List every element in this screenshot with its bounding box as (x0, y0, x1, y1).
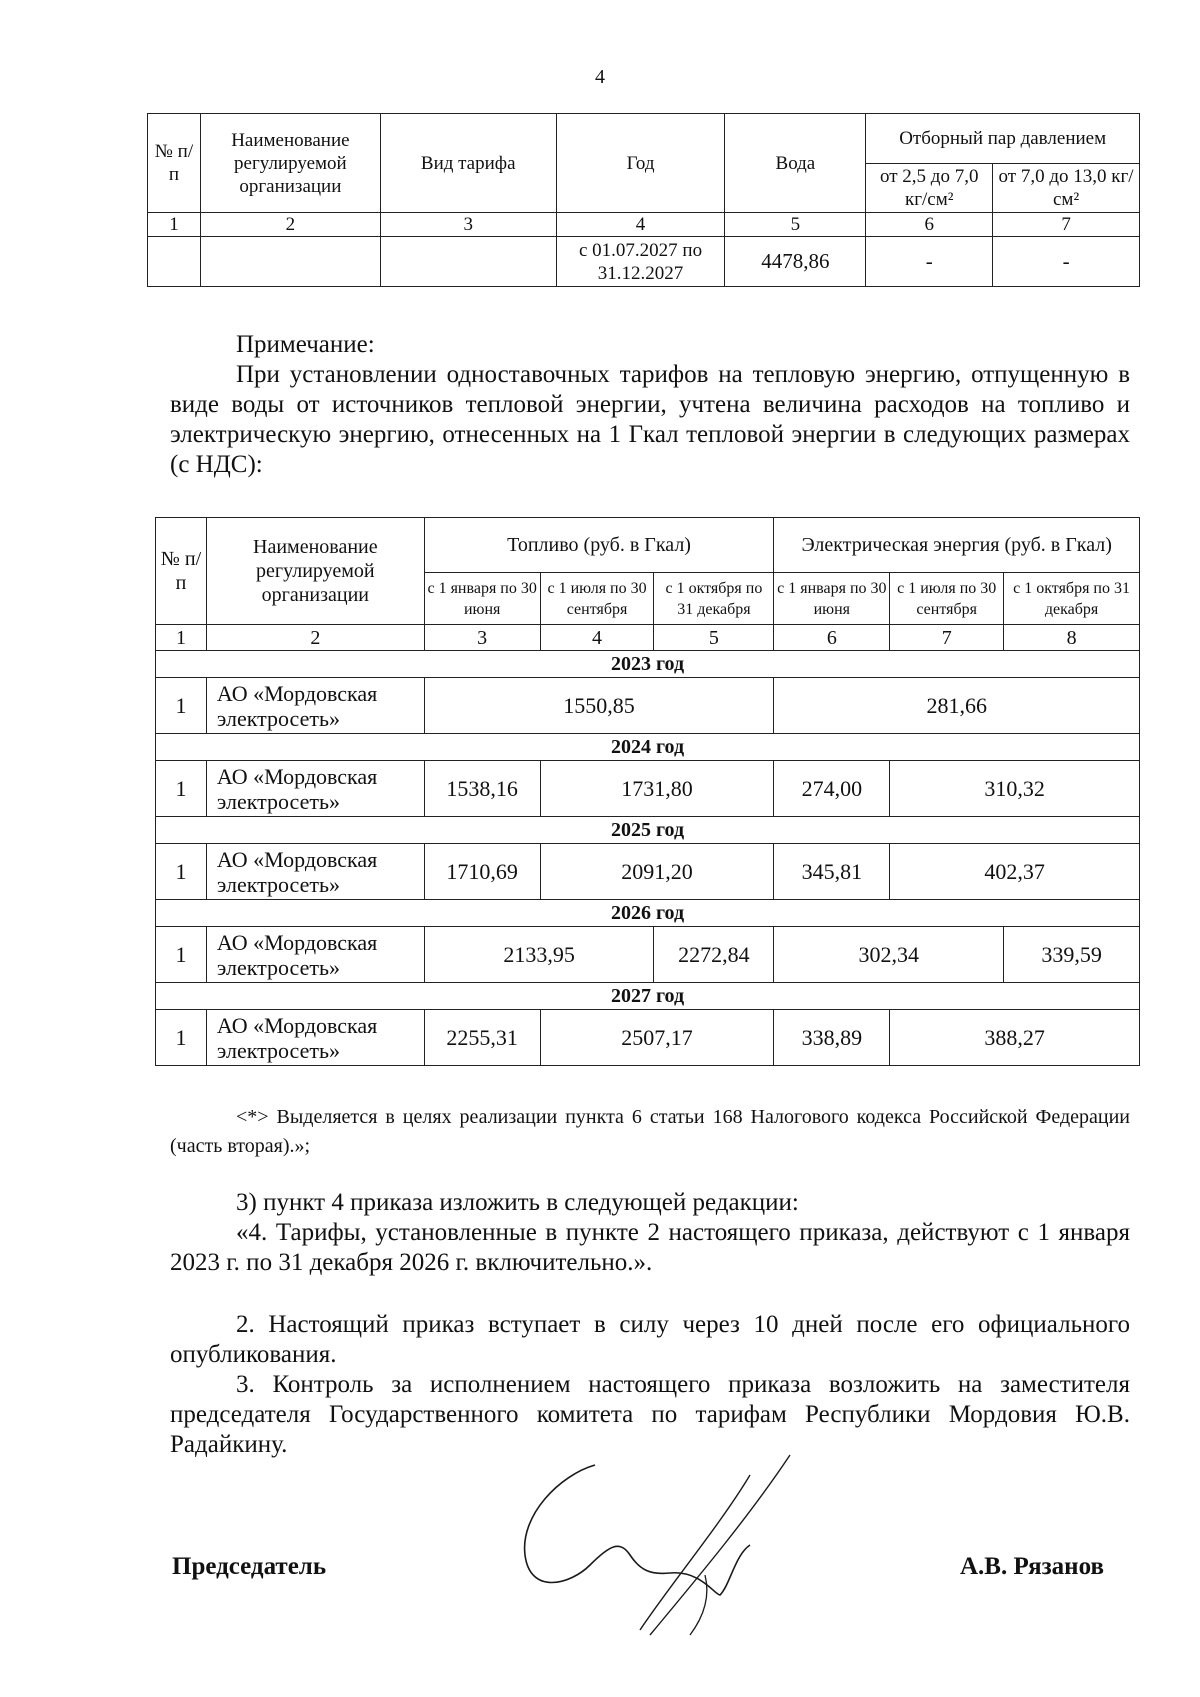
org-name: АО «Мордовская электросеть» (206, 678, 424, 734)
header-period-2: с 1 июля по 30 сентября (890, 573, 1004, 625)
electricity-value: 281,66 (774, 678, 1140, 734)
header-steam: Отборный пар давлением (866, 114, 1140, 164)
footnote: <*> Выделяется в целях реализации пункта 6 статьи 168 Налогового кодекса Российской Федерации (часть вторая).»; (170, 1106, 1130, 1157)
year-heading: 2026 год (156, 900, 1140, 927)
col-number: 7 (890, 625, 1004, 651)
water-value: 4478,86 (725, 237, 866, 287)
fuel-value: 2255,31 (424, 1010, 540, 1066)
item3-block (170, 1188, 1130, 1278)
header-period-1: с 1 января по 30 июня (424, 573, 540, 625)
header-steam-high: от 7,0 до 13,0 кг/см² (993, 164, 1140, 213)
col-number: 5 (725, 213, 866, 237)
tariff-table-continued (147, 113, 1140, 287)
page-number: 4 (595, 66, 605, 88)
header-period-3: с 1 октября по 31 декабря (1004, 573, 1140, 625)
row-number: 1 (156, 678, 207, 734)
col-number: 8 (1004, 625, 1140, 651)
col-number: 7 (993, 213, 1140, 237)
fuel-value: 2091,20 (540, 844, 774, 900)
signer-name: А.В. Рязанов (960, 1553, 1104, 1580)
year-heading: 2025 год (156, 817, 1140, 844)
empty-cell (380, 237, 556, 287)
header-org: Наименование регулируемой организации (200, 114, 380, 213)
row-number: 1 (156, 761, 207, 817)
year-heading: 2023 год (156, 651, 1140, 678)
header-year: Год (556, 114, 725, 213)
electricity-value: 310,32 (890, 761, 1140, 817)
row-number: 1 (156, 1010, 207, 1066)
fuel-electricity-table (155, 517, 1140, 1066)
note-block (170, 330, 1130, 480)
org-name: АО «Мордовская электросеть» (206, 761, 424, 817)
fuel-value: 1538,16 (424, 761, 540, 817)
empty-cell (148, 237, 201, 287)
header-period-1: с 1 января по 30 июня (774, 573, 890, 625)
final-items (170, 1310, 1130, 1460)
fuel-value: 2272,84 (654, 927, 774, 983)
fuel-value: 1550,85 (424, 678, 774, 734)
item-2: 2. Настоящий приказ вступает в силу через 10 дней после его официального опубликования. (170, 1311, 1130, 1368)
header-steam-low: от 2,5 до 7,0 кг/см² (866, 164, 993, 213)
year-heading: 2024 год (156, 734, 1140, 761)
item-3: 3. Контроль за исполнением настоящего приказа возложить на заместителя председателя Государственного комитета по тарифам Республики Мордовия Ю.В. Радайкину. (170, 1371, 1130, 1458)
org-name: АО «Мордовская электросеть» (206, 1010, 424, 1066)
item3-intro: 3) пункт 4 приказа изложить в следующей редакции: (236, 1189, 799, 1216)
electricity-value: 302,34 (774, 927, 1004, 983)
col-number: 2 (206, 625, 424, 651)
note-title: Примечание: (236, 331, 375, 358)
electricity-value: 339,59 (1004, 927, 1140, 983)
note-body: При установлении одноставочных тарифов на тепловую энергию, отпущенную в виде воды от источников тепловой энергии, учтена величина расходов на топливо и электрическую энергию, отнесенных на 1 Гкал тепловой энергии в следующих размерах (с НДС): (170, 361, 1130, 478)
col-number: 4 (540, 625, 654, 651)
col-number: 6 (774, 625, 890, 651)
item3-quote: «4. Тарифы, установленные в пункте 2 настоящего приказа, действуют с 1 января 2023 г. по 31 декабря 2026 г. включительно.». (170, 1219, 1130, 1276)
period-cell: с 01.07.2027 по 31.12.2027 (556, 237, 725, 287)
header-water: Вода (725, 114, 866, 213)
org-name: АО «Мордовская электросеть» (206, 927, 424, 983)
col-number: 2 (200, 213, 380, 237)
empty-cell (200, 237, 380, 287)
header-num: № п/п (156, 518, 207, 625)
header-tariff-type: Вид тарифа (380, 114, 556, 213)
row-number: 1 (156, 927, 207, 983)
electricity-value: 338,89 (774, 1010, 890, 1066)
fuel-value: 1731,80 (540, 761, 774, 817)
header-period-3: с 1 октября по 31 декабря (654, 573, 774, 625)
col-number: 1 (156, 625, 207, 651)
electricity-value: 345,81 (774, 844, 890, 900)
col-number: 5 (654, 625, 774, 651)
signer-position: Председатель (172, 1553, 327, 1580)
header-electricity: Электрическая энергия (руб. в Гкал) (774, 518, 1140, 573)
header-org: Наименование регулируемой организации (206, 518, 424, 625)
header-num: № п/п (148, 114, 201, 213)
org-name: АО «Мордовская электросеть» (206, 844, 424, 900)
col-number: 3 (380, 213, 556, 237)
row-number: 1 (156, 844, 207, 900)
col-number: 3 (424, 625, 540, 651)
handwritten-signature (500, 1445, 830, 1645)
col-number: 1 (148, 213, 201, 237)
year-heading: 2027 год (156, 983, 1140, 1010)
electricity-value: 388,27 (890, 1010, 1140, 1066)
steam-high-value: - (993, 237, 1140, 287)
col-number: 4 (556, 213, 725, 237)
steam-low-value: - (866, 237, 993, 287)
electricity-value: 402,37 (890, 844, 1140, 900)
header-period-2: с 1 июля по 30 сентября (540, 573, 654, 625)
fuel-value: 2133,95 (424, 927, 654, 983)
header-fuel: Топливо (руб. в Гкал) (424, 518, 774, 573)
col-number: 6 (866, 213, 993, 237)
fuel-value: 2507,17 (540, 1010, 774, 1066)
fuel-value: 1710,69 (424, 844, 540, 900)
electricity-value: 274,00 (774, 761, 890, 817)
